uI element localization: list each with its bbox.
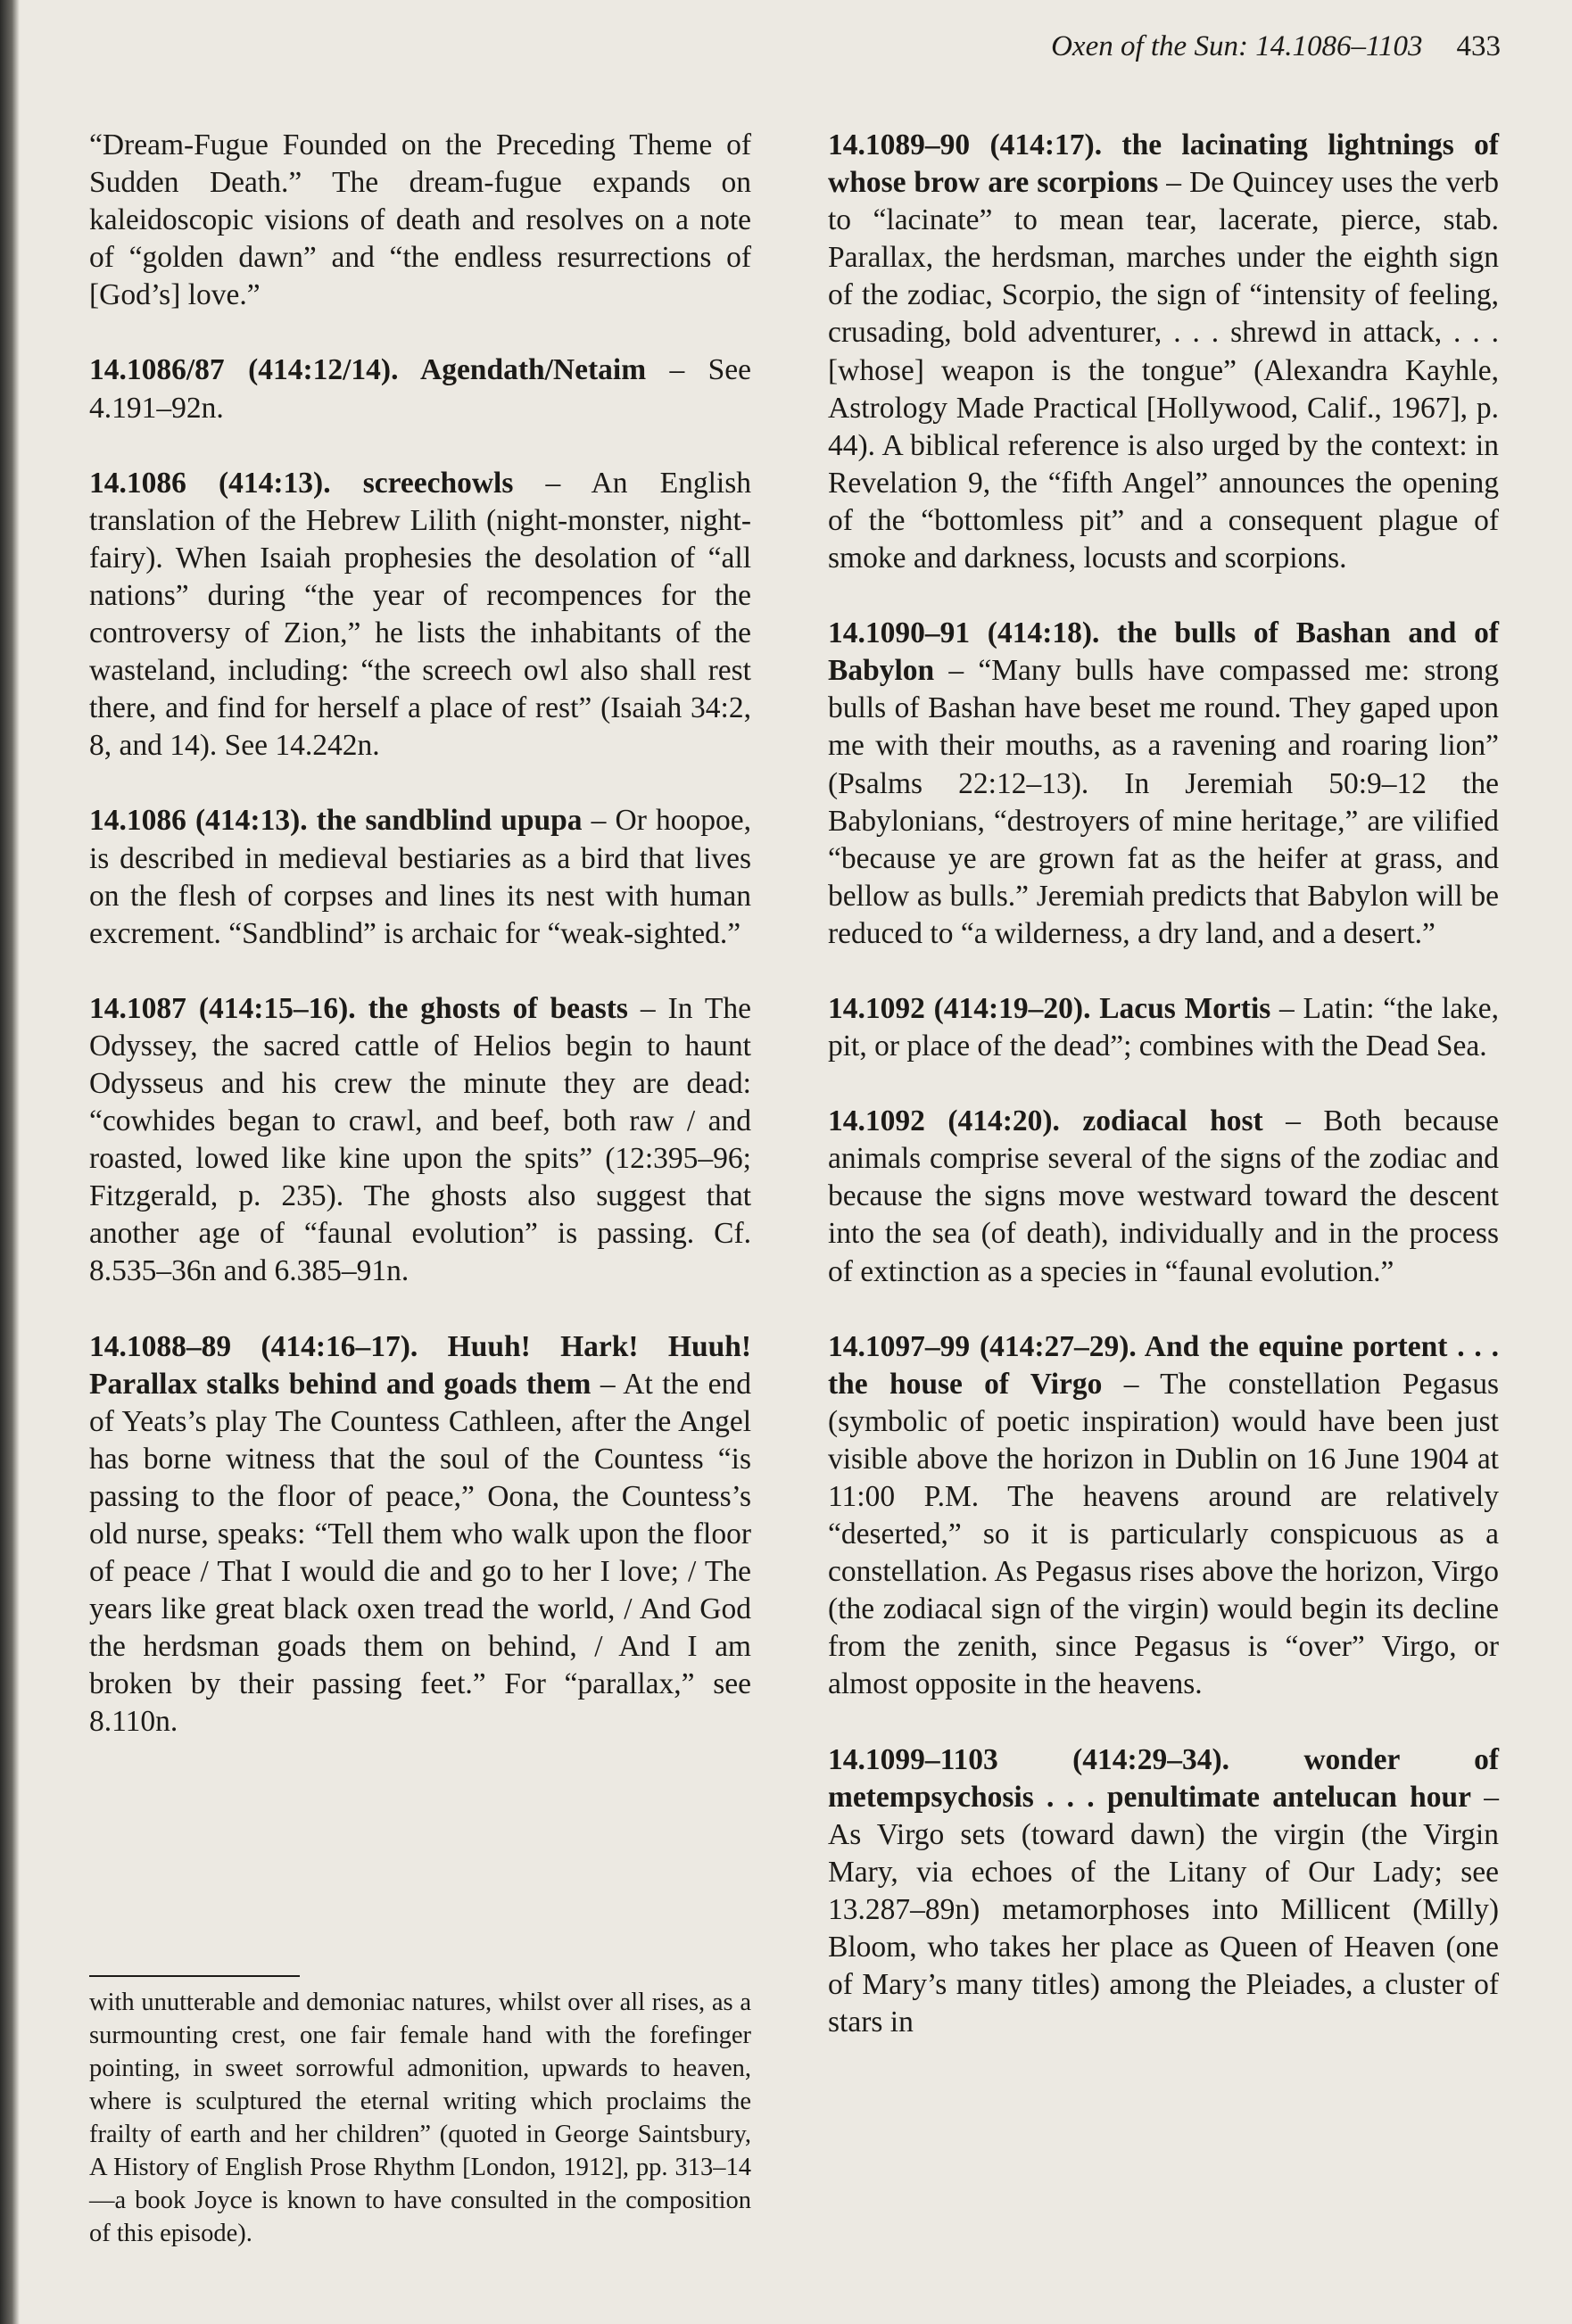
- entry-continuation: [89, 127, 751, 314]
- entry-head: 14.1087 (414:15–16). the ghosts of beasts: [89, 991, 628, 1025]
- entry-head: 14.1089–90 (414:17). the lacinating lightnings of whose brow are scorpions: [828, 128, 1499, 200]
- entry-zodiacal-host: [828, 1103, 1499, 1290]
- entry-head: 14.1097–99 (414:27–29). And the equine portent . . . the house of Virgo: [828, 1329, 1499, 1401]
- entry-text: – An English translation of the Hebrew Lilith (night-monster, night-fairy). When Isaiah prophesies the desolation of “all nations” during “the year of recompences for the controversy of Zion,” he lists the inhabitants of the wasteland, including: “the screech owl also shall rest there, and find for herself a place of rest” (Isaiah 34:2, 8, and 14). See 14.242n.: [89, 466, 751, 763]
- running-head-title: Oxen of the Sun: 14.1086–1103: [1051, 30, 1423, 62]
- entry-text: – In The Odyssey, the sacred cattle of Helios begin to haunt Odysseus and his crew the minute they are dead: “cowhides began to crawl, and beef, both raw / and roasted, lowed like kine upon the spits” (12:395–96; Fitzgerald, p. 235). The ghosts also suggest that another age of “faunal evolution” is passing. Cf. 8.535–36n and 6.385–91n.: [89, 991, 751, 1288]
- entry-lacus-mortis: [828, 990, 1499, 1065]
- entry-ghosts-of-beasts: [89, 990, 751, 1291]
- entry-head: 14.1099–1103 (414:29–34). wonder of metempsychosis . . . penultimate antelucan hour: [828, 1742, 1499, 1814]
- entry-head: 14.1086 (414:13). the sandblind upupa: [89, 804, 583, 838]
- footnote-text: with unutterable and demoniac natures, whilst over all rises, as a surmounting crest, one fair female hand with the forefinger pointing, in sweet sorrowful admonition, upwards to heaven, where is sculptured the eternal writing which proclaims the frailty of earth and her children” (quoted in George Saintsbury, A History of English Prose Rhythm [London, 1912], pp. 313–14—a book Joyce is known to have consulted in the composition of this episode).: [89, 1989, 751, 2247]
- left-column: [89, 127, 751, 1741]
- entry-huuh-hark-huuh: [89, 1328, 751, 1741]
- running-head: [955, 30, 1501, 63]
- entry-text: – Latin: “the lake, pit, or place of the dead”; combines with the Dead Sea.: [828, 991, 1499, 1063]
- entry-head: 14.1086/87 (414:12/14). Agendath/Netaim: [89, 353, 647, 387]
- entry-head: 14.1090–91 (414:18). the bulls of Bashan and of Babylon: [828, 616, 1499, 688]
- entry-text: “Dream-Fugue Founded on the Preceding Theme of Sudden Death.” The dream-fugue expands on kaleidoscopic visions of death and resolves on a note of “golden dawn” and “the endless resurrections of [God’s] love.”: [89, 128, 751, 312]
- entry-sandblind-upupa: [89, 802, 751, 952]
- entry-text: – Or hoopoe, is described in medieval bestiaries as a bird that lives on the flesh of corpses and lines its nest with human excrement. “Sandblind” is archaic for “weak-sighted.”: [89, 804, 751, 950]
- entry-head: 14.1086 (414:13). screechowls: [89, 466, 514, 500]
- entry-lacinating-lightnings: [828, 127, 1499, 577]
- entry-head: 14.1088–89 (414:16–17). Huuh! Hark! Huuh! Parallax stalks behind and goads them: [89, 1329, 751, 1401]
- footnote: [89, 1986, 751, 2250]
- entry-screechowls: [89, 465, 751, 765]
- entry-wonder-of-metempsychosis: [828, 1741, 1499, 2042]
- entry-bulls-of-bashan: [828, 615, 1499, 953]
- binding-gutter-shadow: [0, 0, 20, 2324]
- footnote-rule: [89, 1975, 300, 1977]
- entry-text: – The constellation Pegasus (symbolic of poetic inspiration) would have been just visible above the horizon in Dublin on 16 June 1904 at 11:00 P.M. The heavens around are relatively “deserted,” so it is particularly conspicuous as a constellation. As Pegasus rises above the horizon, Virgo (the zodiacal sign of the virgin) would begin its decline from the zenith, since Pegasus is “over” Virgo, or almost opposite in the heavens.: [828, 1367, 1499, 1701]
- entry-head: 14.1092 (414:20). zodiacal host: [828, 1104, 1263, 1138]
- page-number: 433: [1456, 30, 1501, 62]
- entry-text: – De Quincey uses the verb to “lacinate” to mean tear, lacerate, pierce, stab. Parallax, the herdsman, marches under the eighth sign of the zodiac, Scorpio, the sign of “intensity of feeling, crusading, bold adventurer, . . . shrewd in attack, . . . [whose] weapon is the tongue” (Alexandra Kayhle, Astrology Made Practical [Hollywood, Calif., 1967], p. 44). A biblical reference is also urged by the context: in Revelation 9, the “fifth Angel” announces the opening of the “bottomless pit” and a consequent plague of smoke and darkness, locusts and scorpions.: [828, 166, 1499, 575]
- entry-text: – At the end of Yeats’s play The Countess Cathleen, after the Angel has borne witness that the soul of the Countess “is passing to the floor of peace,” Oona, the Countess’s old nurse, speaks: “Tell them who walk upon the floor of peace / That I would die and go to her I love; / The years like great black oxen tread the world, / And God the herdsman goads them on behind, / And I am broken by their passing feet.” For “parallax,” see 8.110n.: [89, 1367, 752, 1739]
- entry-text: – See 4.191–92n.: [89, 353, 751, 425]
- entry-text: – Both because animals comprise several of the signs of the zodiac and because the signs move westward toward the descent into the sea (of death), individually and in the process of extinction as a species in “faunal evolution.”: [828, 1104, 1499, 1288]
- entry-agendath-netaim: [89, 351, 751, 426]
- entry-head: 14.1092 (414:19–20). Lacus Mortis: [828, 991, 1271, 1025]
- entry-text: – “Many bulls have compassed me: strong bulls of Bashan have beset me round. They gaped upon me with their mouths, as a ravening and roaring lion” (Psalms 22:12–13). In Jeremiah 50:9–12 the Babylonians, “destroyers of mine heritage,” are vilified “because ye are grown fat as the heifer at grass, and bellow as bulls.” Jeremiah predicts that Babylon will be reduced to “a wilderness, a dry land, and a desert.”: [828, 654, 1499, 950]
- entry-equine-portent: [828, 1328, 1499, 1704]
- right-column: [828, 127, 1499, 2041]
- entry-text: – As Virgo sets (toward dawn) the virgin (the Virgin Mary, via echoes of the Litany of Our Lady; see 13.287–89n) metamorphoses into Millicent (Milly) Bloom, who takes her place as Queen of Heaven (one of Mary’s many titles) among the Pleiades, a cluster of stars in: [828, 1780, 1500, 2039]
